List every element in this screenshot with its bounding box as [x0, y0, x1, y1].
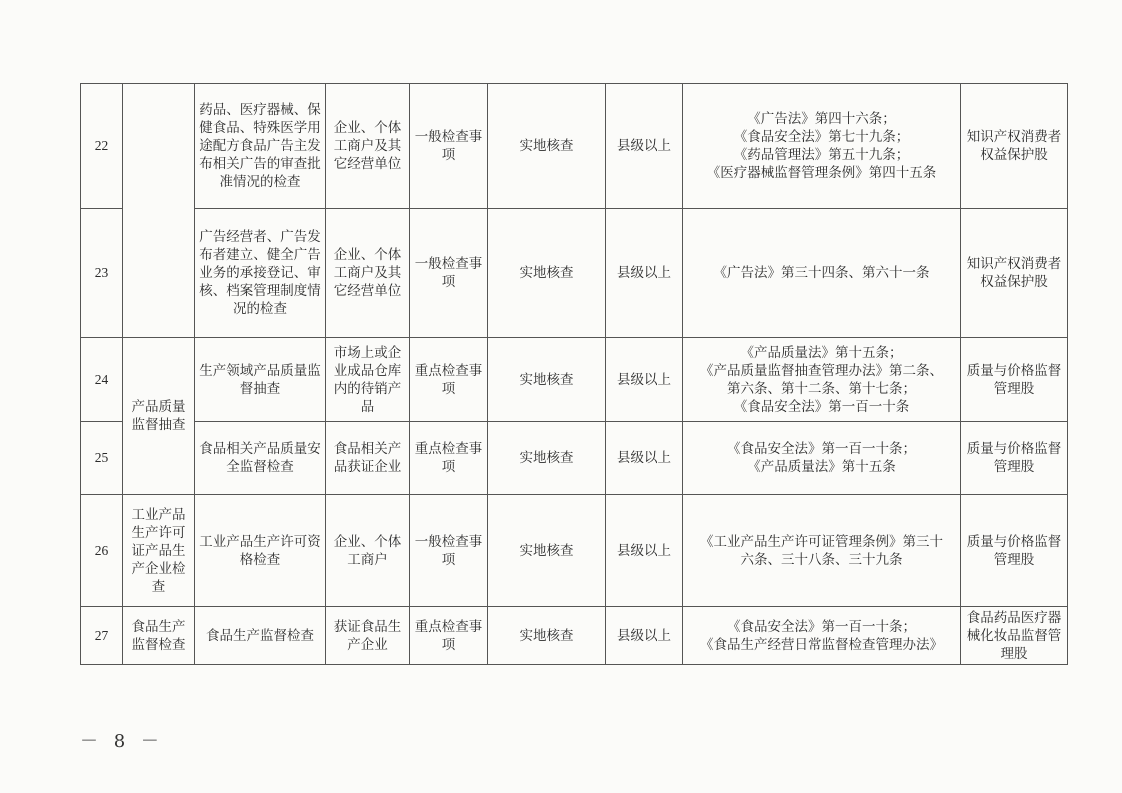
row-number: 26 — [81, 495, 123, 607]
legal-basis: 《食品安全法》第一百一十条； 《产品质量法》第十五条 — [683, 422, 961, 495]
table-row — [81, 209, 1068, 338]
inspection-level: 县级以上 — [606, 209, 683, 338]
table-row — [81, 495, 1068, 607]
inspection-item: 药品、医疗器械、保健食品、特殊医学用途配方食品广告主发布相关广告的审查批准情况的检查 — [195, 84, 326, 209]
legal-basis: 《工业产品生产许可证管理条例》第三十 六条、三十八条、三十九条 — [683, 495, 961, 607]
inspection-method: 实地核查 — [488, 84, 606, 209]
category-cell-empty — [123, 84, 195, 338]
inspection-level: 县级以上 — [606, 84, 683, 209]
responsible-dept: 知识产权消费者权益保护股 — [961, 209, 1068, 338]
inspection-item: 广告经营者、广告发布者建立、健全广告业务的承接登记、审核、档案管理制度情况的检查 — [195, 209, 326, 338]
legal-basis: 《广告法》第四十六条； 《食品安全法》第七十九条； 《药品管理法》第五十九条； 《医疗器械监督管理条例》第四十五条 — [683, 84, 961, 209]
table-row — [81, 338, 1068, 422]
inspection-method: 实地核查 — [488, 338, 606, 422]
inspection-category: 产品质量监督抽查 — [123, 338, 195, 495]
inspection-type: 重点检查事项 — [410, 607, 488, 665]
responsible-dept: 知识产权消费者权益保护股 — [961, 84, 1068, 209]
inspection-level: 县级以上 — [606, 607, 683, 665]
inspection-type: 一般检查事项 — [410, 209, 488, 338]
inspection-object: 市场上或企业成品仓库内的待销产品 — [326, 338, 410, 422]
inspection-method: 实地核查 — [488, 495, 606, 607]
responsible-dept: 食品药品医疗器械化妆品监督管理股 — [961, 607, 1068, 665]
inspection-level: 县级以上 — [606, 338, 683, 422]
inspection-object: 企业、个体工商户及其它经营单位 — [326, 84, 410, 209]
table-row — [81, 607, 1068, 665]
row-number: 22 — [81, 84, 123, 209]
inspection-type: 重点检查事项 — [410, 338, 488, 422]
inspection-object: 企业、个体工商户及其它经营单位 — [326, 209, 410, 338]
inspection-item: 食品相关产品质量安全监督检查 — [195, 422, 326, 495]
responsible-dept: 质量与价格监督管理股 — [961, 495, 1068, 607]
inspection-method: 实地核查 — [488, 422, 606, 495]
responsible-dept: 质量与价格监督管理股 — [961, 338, 1068, 422]
inspection-items-table — [80, 83, 1068, 665]
inspection-object: 食品相关产品获证企业 — [326, 422, 410, 495]
row-number: 23 — [81, 209, 123, 338]
inspection-method: 实地核查 — [488, 209, 606, 338]
inspection-level: 县级以上 — [606, 422, 683, 495]
inspection-object: 企业、个体工商户 — [326, 495, 410, 607]
legal-basis: 《食品安全法》第一百一十条； 《食品生产经营日常监督检查管理办法》 — [683, 607, 961, 665]
inspection-category: 工业产品生产许可证产品生产企业检查 — [123, 495, 195, 607]
inspection-level: 县级以上 — [606, 495, 683, 607]
inspection-item: 工业产品生产许可资格检查 — [195, 495, 326, 607]
row-number: 27 — [81, 607, 123, 665]
page-number: － 8 － — [80, 731, 164, 752]
row-number: 24 — [81, 338, 123, 422]
legal-basis: 《产品质量法》第十五条； 《产品质量监督抽查管理办法》第二条、 第六条、第十二条、第十七条； 《食品安全法》第一百一十条 — [683, 338, 961, 422]
inspection-type: 一般检查事项 — [410, 495, 488, 607]
inspection-item: 生产领域产品质量监督抽查 — [195, 338, 326, 422]
inspection-type: 一般检查事项 — [410, 84, 488, 209]
inspection-method: 实地核查 — [488, 607, 606, 665]
table-row — [81, 84, 1068, 209]
responsible-dept: 质量与价格监督管理股 — [961, 422, 1068, 495]
inspection-type: 重点检查事项 — [410, 422, 488, 495]
table-row — [81, 422, 1068, 495]
row-number: 25 — [81, 422, 123, 495]
inspection-category: 食品生产监督检查 — [123, 607, 195, 665]
legal-basis: 《广告法》第三十四条、第六十一条 — [683, 209, 961, 338]
inspection-item: 食品生产监督检查 — [195, 607, 326, 665]
inspection-object: 获证食品生产企业 — [326, 607, 410, 665]
